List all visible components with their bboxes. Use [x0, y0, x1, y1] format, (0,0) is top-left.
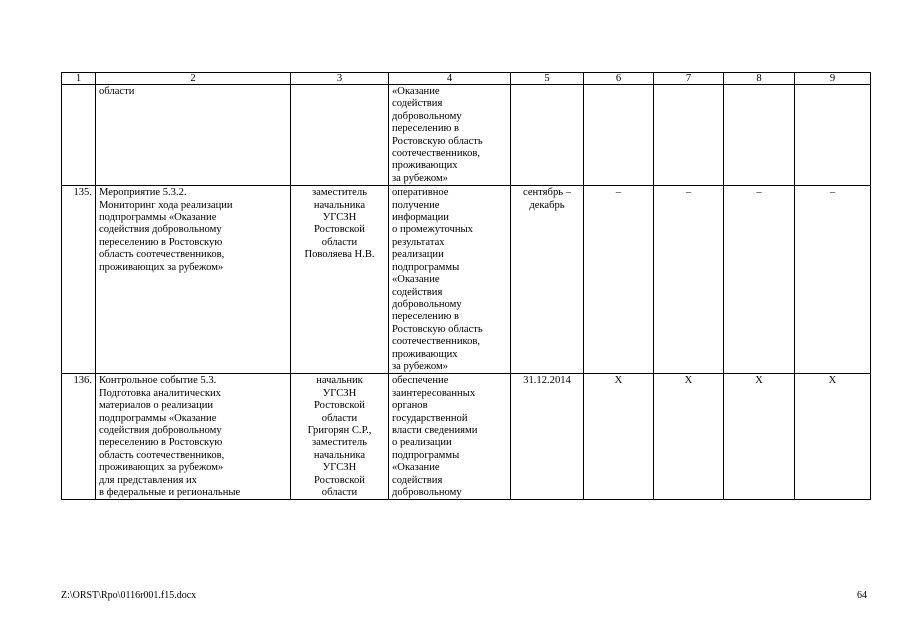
cell-text-line: оперативное [392, 187, 449, 199]
cell-text-line: заместитель [311, 437, 367, 449]
cell-text-line: реализации [392, 249, 444, 261]
cell-text-line: содействия добровольному [99, 424, 222, 436]
year-cell: – [584, 186, 654, 374]
cell-text-line: Ростовскую область [392, 323, 483, 335]
cell-text-line: «Оказание [392, 462, 440, 474]
row-number-cell: 135. [62, 186, 96, 374]
header-cell: 8 [724, 73, 795, 85]
cell-text-line: области [321, 412, 358, 424]
cell-text-line: Ростовской [314, 224, 365, 236]
cell-text-line: подпрограммы «Оказание [99, 212, 217, 224]
cell-text-line: содействия [392, 286, 443, 298]
cell-text-line: проживающих за рубежом» [99, 261, 224, 273]
responsible-cell [291, 85, 389, 186]
cell-text-line: добровольному [392, 487, 462, 498]
cell-text-line: за рубежом» [392, 360, 448, 372]
cell-text-line: о реализации [392, 437, 452, 449]
cell-text-line: государственной [392, 412, 468, 424]
cell-text-line: Мониторинг хода реализации [99, 199, 233, 211]
cell-text-line: для представления их [99, 474, 197, 486]
cell-text-line: содействия добровольному [99, 224, 222, 236]
schedule-table [61, 72, 871, 500]
cell-text-line: сентябрь – [522, 187, 572, 199]
cell-text-line: начальника [313, 199, 366, 211]
cell-text-line: Григорян С.Р., [307, 424, 372, 436]
cell-text-line: заинтересованных [392, 387, 476, 399]
page-number: 64 [857, 590, 867, 601]
row-number-cell [62, 85, 96, 186]
year-cell: – [724, 186, 795, 374]
cell-text-line: за рубежом» [392, 172, 448, 184]
year-cell: X [724, 374, 795, 500]
footer-file-path: Z:\ORST\Rpo\0116r001.f15.docx [61, 590, 197, 601]
deadline-cell [511, 186, 584, 374]
cell-text-line: заместитель [311, 187, 367, 199]
year-cell: X [795, 374, 871, 500]
table-row [62, 186, 871, 374]
cell-text-line: проживающих [392, 160, 458, 172]
cell-text-line: добровольному [392, 298, 462, 310]
deadline-cell [511, 374, 584, 500]
year-cell [795, 85, 871, 186]
year-cell: X [584, 374, 654, 500]
result-cell [389, 374, 511, 500]
cell-text-line: подпрограммы [392, 449, 460, 461]
event-cell [96, 186, 291, 374]
cell-text-line: обеспечение [392, 375, 449, 387]
result-cell [389, 186, 511, 374]
cell-text-line: начальника [313, 449, 366, 461]
cell-text-line: «Оказание [392, 86, 440, 97]
cell-text-line: области [99, 86, 135, 97]
cell-text-line: содействия [392, 98, 443, 110]
cell-text-line: переселению в Ростовскую [99, 236, 223, 248]
cell-text-line: соотечественников, [392, 148, 481, 160]
cell-text-line: переселению в [392, 311, 460, 323]
header-row [62, 73, 871, 85]
cell-text-line: УГСЗН [322, 387, 357, 399]
cell-text-line: Контрольное событие 5.3. [99, 375, 217, 387]
header-cell: 7 [654, 73, 724, 85]
cell-text-line: начальник [316, 375, 363, 387]
year-cell [654, 85, 724, 186]
year-cell: X [654, 374, 724, 500]
cell-text-line: подпрограммы [392, 261, 460, 273]
responsible-cell [291, 186, 389, 374]
header-cell: 9 [795, 73, 871, 85]
header-cell: 1 [62, 73, 96, 85]
table-body [62, 85, 871, 500]
event-cell [96, 85, 291, 186]
cell-text-line: о промежуточных [392, 224, 473, 236]
cell-text-line: Ростовской [314, 400, 365, 412]
cell-text-line: Поволяева Н.В. [304, 249, 375, 261]
cell-text-line: Мероприятие 5.3.2. [99, 187, 187, 199]
event-cell [96, 374, 291, 500]
responsible-cell [291, 374, 389, 500]
table-row [62, 85, 871, 186]
header-cell: 2 [96, 73, 291, 85]
cell-text-line: Ростовскую область [392, 135, 483, 147]
cell-text-line: УГСЗН [322, 462, 357, 474]
year-cell: – [795, 186, 871, 374]
cell-text-line: декабрь [529, 199, 565, 211]
cell-text-line: Подготовка аналитических [99, 387, 221, 399]
cell-text-line: переселению в [392, 123, 460, 135]
header-cell: 3 [291, 73, 389, 85]
header-cell: 4 [389, 73, 511, 85]
cell-text-line: добровольному [392, 110, 462, 122]
deadline-cell [511, 85, 584, 186]
cell-text-line: 31.12.2014 [523, 375, 571, 387]
cell-text-line: области [321, 236, 358, 248]
cell-text-line: Ростовской [314, 474, 365, 486]
cell-text-line: власти сведениями [392, 424, 478, 436]
cell-text-line: получение [392, 199, 440, 211]
header-cell: 5 [511, 73, 584, 85]
year-cell [584, 85, 654, 186]
result-cell [389, 85, 511, 186]
cell-text-line: в федеральные и региональные [99, 487, 241, 498]
cell-text-line: проживающих за рубежом» [99, 462, 224, 474]
header-cell: 6 [584, 73, 654, 85]
year-cell: – [654, 186, 724, 374]
cell-text-line: информации [392, 212, 449, 224]
cell-text-line: УГСЗН [322, 212, 357, 224]
cell-text-line: результатах [392, 236, 445, 248]
cell-text-line: содействия [392, 474, 443, 486]
row-number-cell: 136. [62, 374, 96, 500]
cell-text-line: переселению в Ростовскую [99, 437, 223, 449]
cell-text-line: области [321, 487, 358, 498]
cell-text-line: органов [392, 400, 428, 412]
cell-text-line: «Оказание [392, 274, 440, 286]
cell-text-line: подпрограммы «Оказание [99, 412, 217, 424]
cell-text-line: область соотечественников, [99, 249, 225, 261]
cell-text-line: соотечественников, [392, 336, 481, 348]
cell-text-line: материалов о реализации [99, 400, 214, 412]
cell-text-line: проживающих [392, 348, 458, 360]
table-row [62, 374, 871, 500]
year-cell [724, 85, 795, 186]
cell-text-line: область соотечественников, [99, 449, 225, 461]
